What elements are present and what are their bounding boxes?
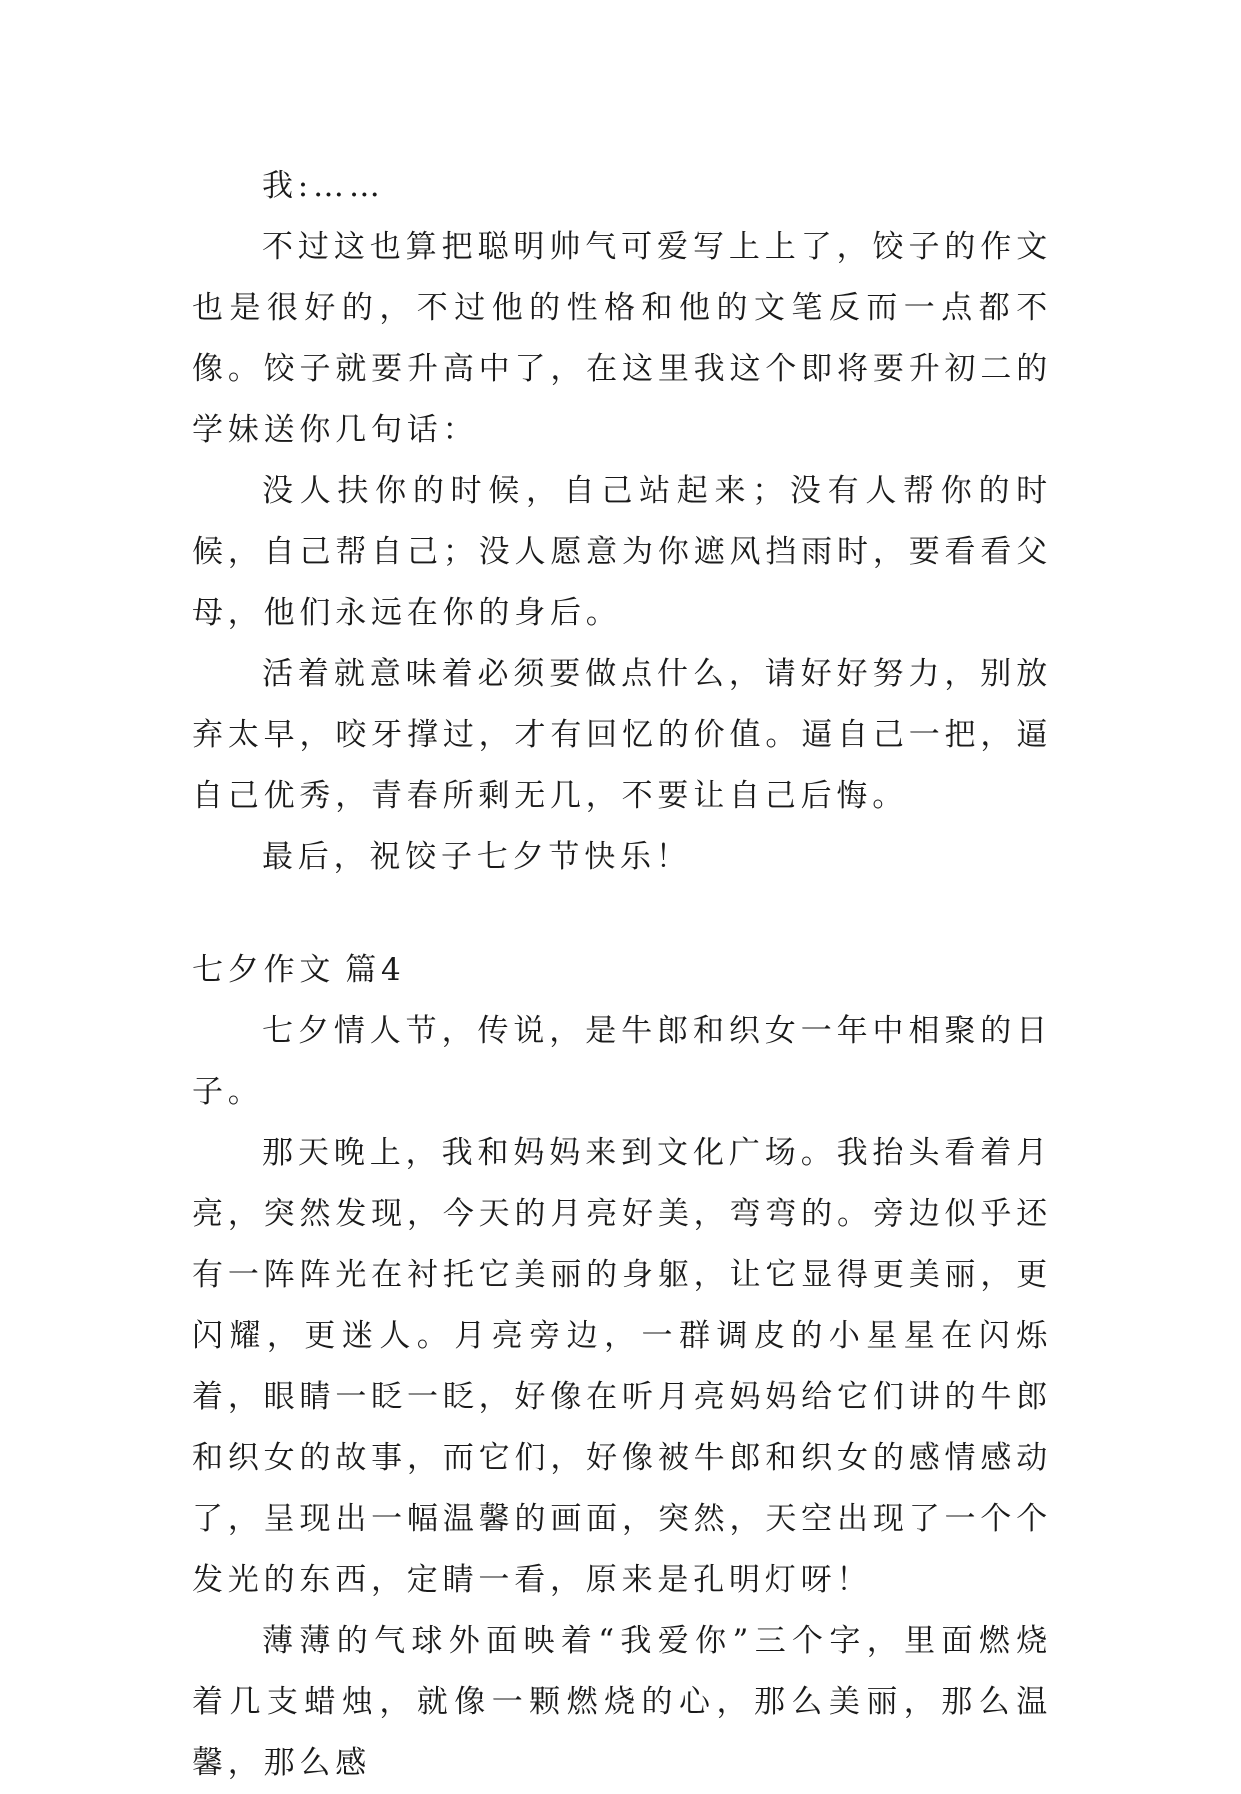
paragraph: 最后，祝饺子七夕节快乐！ xyxy=(262,839,692,875)
paragraph: 没人扶你的时候，自己站起来；没有人帮你的时候，自己帮自己；没人愿意为你遮风挡雨时，要看看父母，他们永远在你的身后。 xyxy=(192,473,1052,631)
paragraph: 不过这也算把聪明帅气可爱写上上了，饺子的作文也是很好的，不过他的性格和他的文笔反而一点都不像。饺子就要升高中了，在这里我这个即将要升初二的学妹送你几句话： xyxy=(192,229,1052,448)
paragraph: 我:…… xyxy=(262,168,385,204)
document-body xyxy=(192,156,1052,1794)
paragraph: 那天晚上，我和妈妈来到文化广场。我抬头看着月亮，突然发现，今天的月亮好美，弯弯的。旁边似乎还有一阵阵光在衬托它美丽的身躯，让它显得更美丽，更闪耀，更迷人。月亮旁边，一群调皮的小星星在闪烁着，眼睛一眨一眨，好像在听月亮妈妈给它们讲的牛郎和织女的故事，而它们，好像被牛郎和织女的感情感动了，呈现出一幅温馨的画面，突然，天空出现了一个个发光的东西，定睛一看，原来是孔明灯呀！ xyxy=(192,1135,1052,1598)
paragraph: 薄薄的气球外面映着“我爱你”三个字，里面燃烧着几支蜡烛，就像一颗燃烧的心，那么美丽，那么温馨，那么感 xyxy=(192,1623,1052,1781)
section-title: 七夕作文 xyxy=(192,952,336,988)
paragraph: 七夕情人节，传说，是牛郎和织女一年中相聚的日子。 xyxy=(192,1013,1052,1110)
paragraph: 活着就意味着必须要做点什么，请好好努力，别放弃太早，咬牙撑过，才有回忆的价值。逼自己一把，逼自己优秀，青春所剩无几，不要让自己后悔。 xyxy=(192,656,1052,814)
section-heading xyxy=(192,940,1052,1001)
section-number: 篇4 xyxy=(345,952,406,988)
